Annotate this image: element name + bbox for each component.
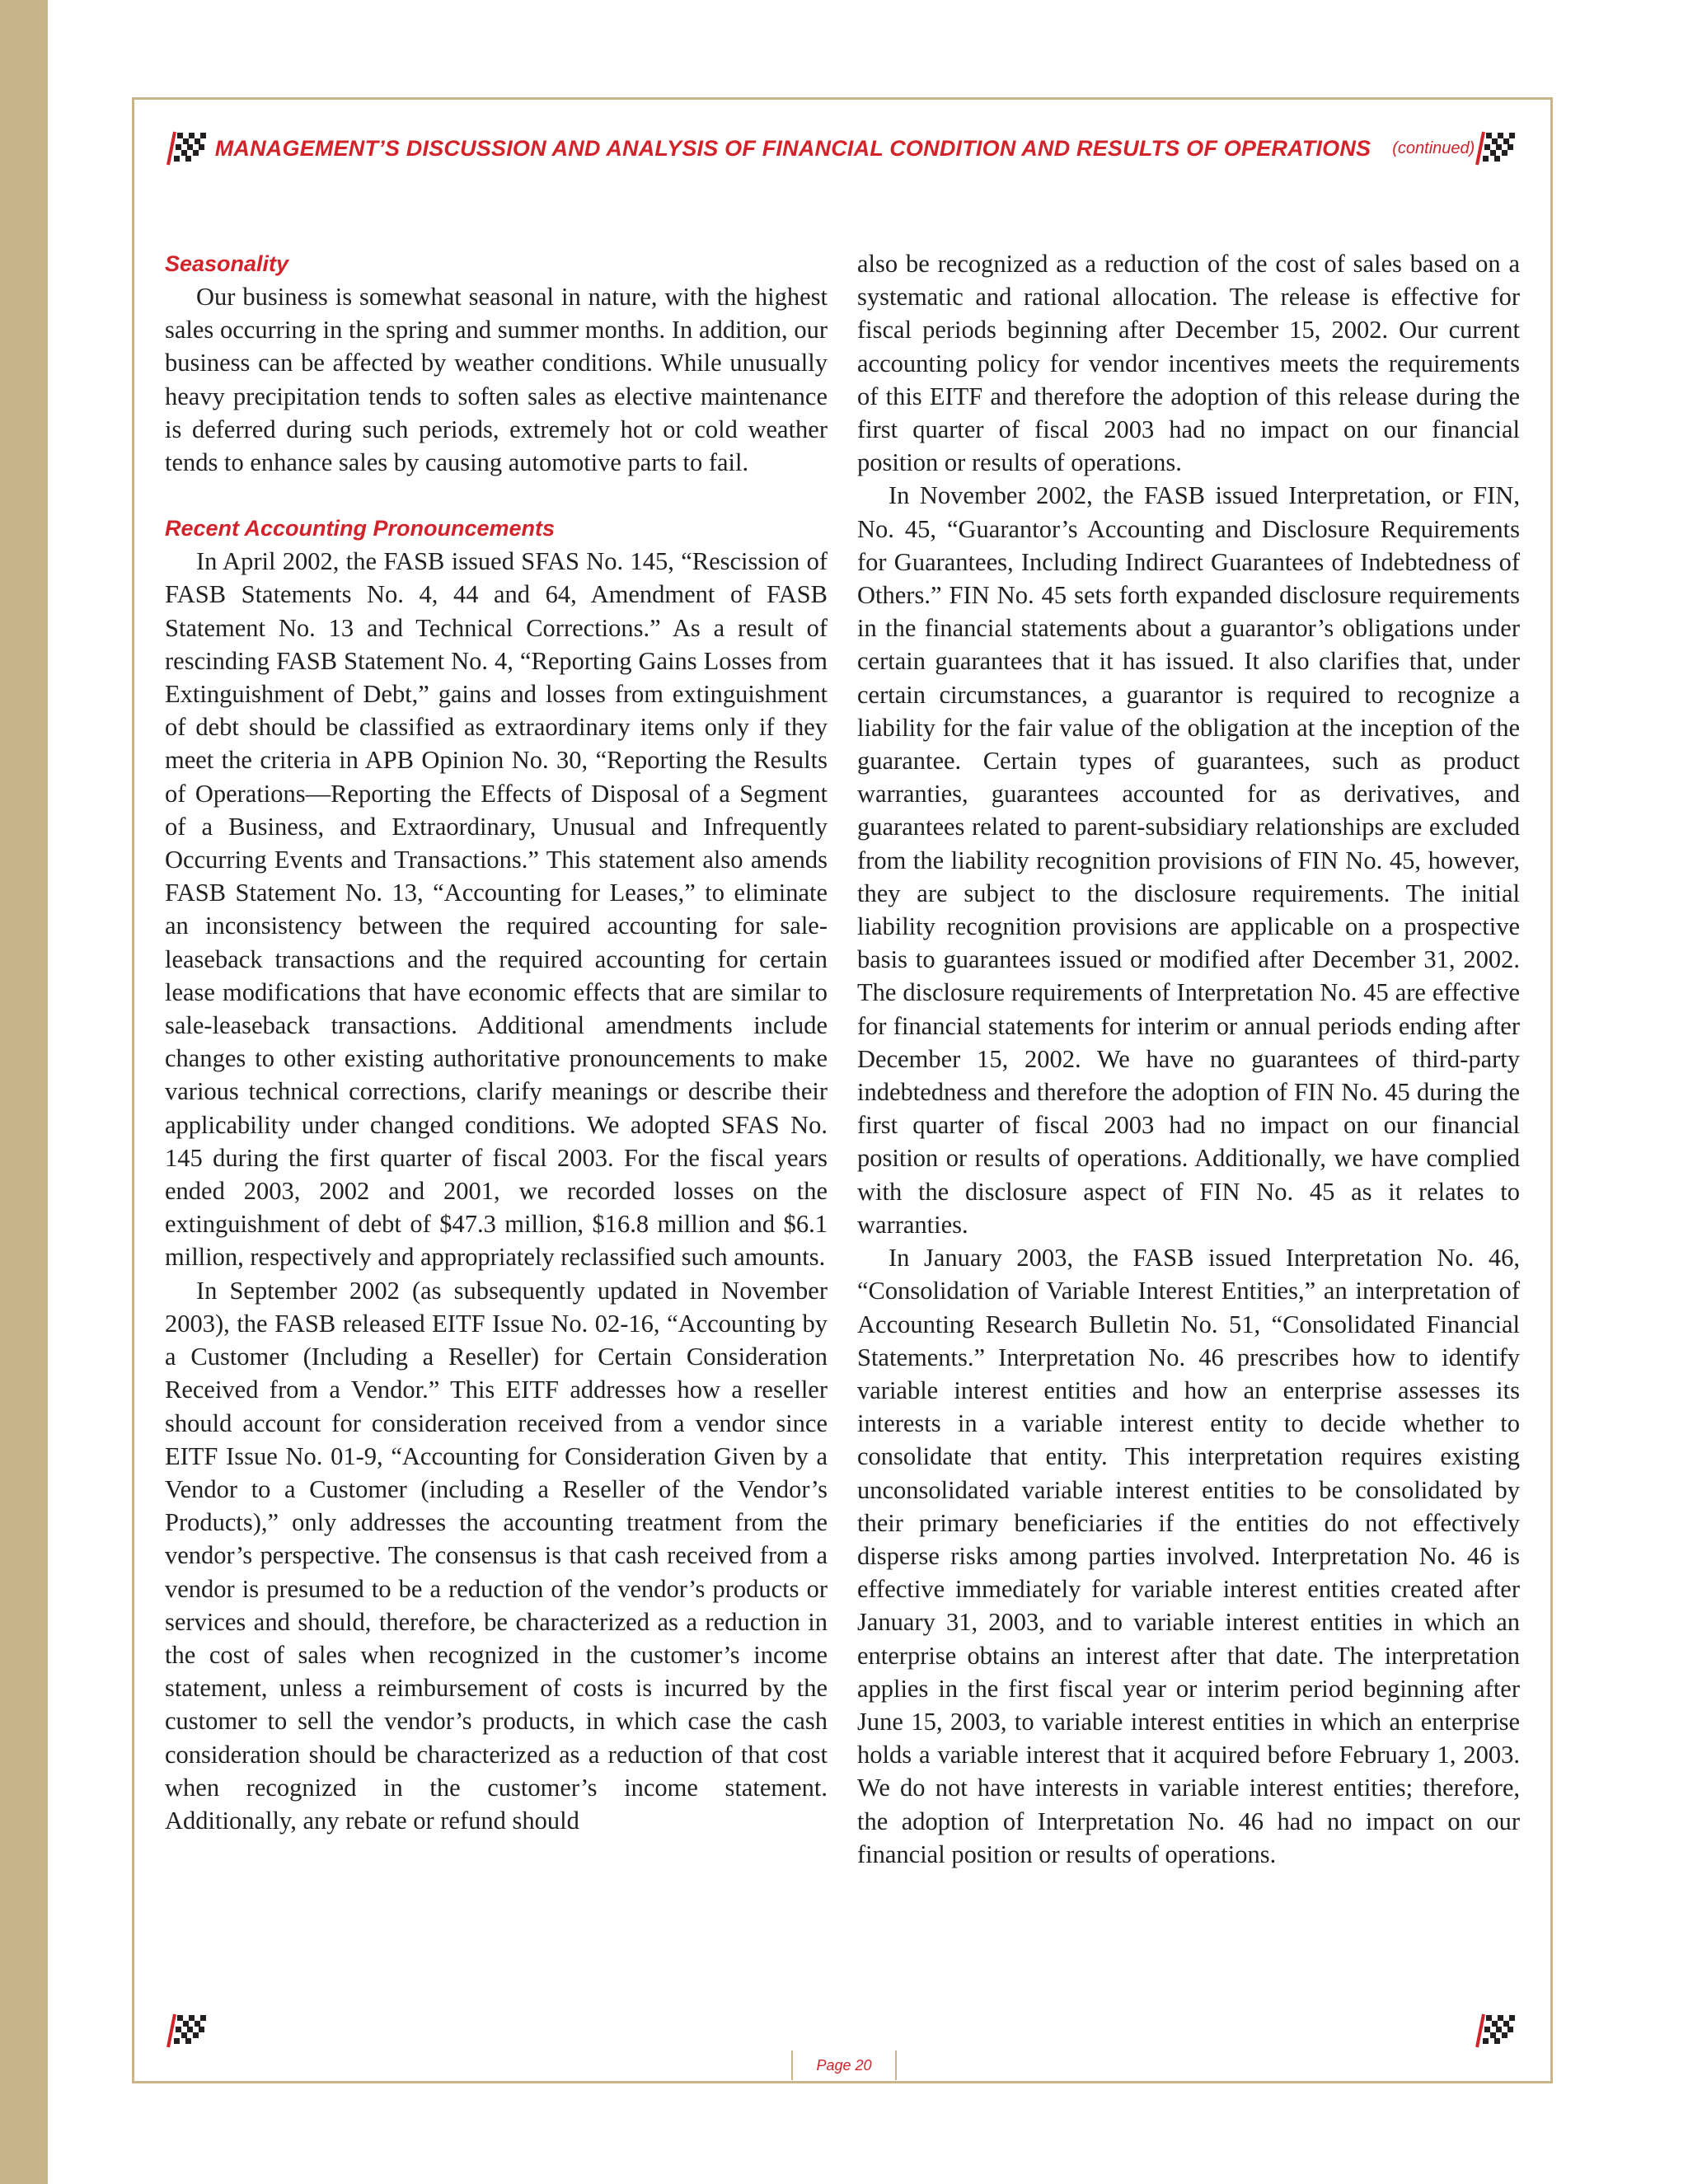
right-column: [857, 247, 1520, 1871]
checkered-flag-icon: [163, 2011, 211, 2049]
eitf-continued-paragraph: also be recognized as a reduction of the cost of sales based on a systematic and rational allocation. The release is effective for fiscal periods beginning after December 15, 2002. Our current accounting policy for vendor incentives meets the requirements of this EITF and therefore the adoption of this release during the first quarter of fiscal 2003 had no impact on our financial position or results of operations.: [857, 250, 1520, 477]
checkered-flag-icon: [1472, 129, 1520, 166]
page-header: [165, 124, 1525, 173]
page-number: Page 20: [816, 2056, 872, 2074]
page-footer: [791, 2050, 897, 2080]
left-column: [165, 247, 828, 1837]
checkered-flag-icon: [1472, 2011, 1520, 2049]
header-title: MANAGEMENT’S DISCUSSION AND ANALYSIS OF FINANCIAL CONDITION AND RESULTS OF OPERATIONS: [214, 135, 1372, 161]
seasonality-heading: Seasonality: [165, 251, 289, 276]
seasonality-paragraph: Our business is somewhat seasonal in nature, with the highest sales occurring in the spring and summer months. In addition, our business can be affected by weather conditions. While unusually heavy precipitation tends to soften sales as elective maintenance is deferred during such periods, extremely hot or cold weather tends to enhance sales by causing automotive parts to fail.: [165, 283, 828, 477]
header-continued: (continued): [1392, 138, 1475, 157]
recent-pronouncements-heading: Recent Accounting Pronouncements: [165, 516, 556, 541]
left-margin-strip: [0, 0, 48, 2184]
sfas-145-paragraph: In April 2002, the FASB issued SFAS No. 145, “Rescission of FASB Statements No. 4, 44 and 64, Amendment of FASB Statement No. 13 and Technical Corrections.” As a result of rescinding FASB Statement No. 4, “Reporting Gains Losses from Extinguishment of Debt,” gains and losses from extinguishment of debt should be classified as extraordinary items only if they meet the criteria in APB Opinion No. 30, “Reporting the Results of Operations—Reporting the Effects of Disposal of a Segment of a Business, and Extraordinary, Unusual and Infrequently Occurring Events and Transactions.” This statement also amends FASB Statement No. 13, “Accounting for Leases,” to eliminate an inconsistency between the required accounting for sale-leaseback transactions and the required accounting for certain lease modifications that have economic effects that are similar to sale-leaseback transactions. Additional amendments include changes to other existing authoritative pronouncements to make various technical corrections, clarify meanings or describe their applicability under changed conditions. We adopted SFAS No. 145 during the first quarter of fiscal 2003. For the fiscal years ended 2003, 2002 and 2001, we recorded losses on the extinguishment of debt of $47.3 million, $16.8 million and $6.1 million, respectively and appropriately reclassified such amounts.: [165, 547, 828, 1272]
fin-46-paragraph: In January 2003, the FASB issued Interpretation No. 46, “Consolidation of Variable Interest Entities,” an interpretation of Accounting Research Bulletin No. 51, “Consolidated Financial Statements.” Interpretation No. 46 prescribes how to identify variable interest entities and how an enterprise assesses its interests in a variable interest entity to decide whether to consolidate that entity. This interpretation requires existing unconsolidated variable interest entities to be consolidated by their primary beneficiaries if the entities do not effectively disperse risks among parties involved. Interpretation No. 46 is effective immediately for variable interest entities created after January 31, 2003, and to variable interest entities in which an enterprise obtains an interest after that date. The interpretation applies in the first fiscal year or interim period beginning after June 15, 2003, to variable interest entities in which an enterprise holds a variable interest that it acquired before February 1, 2003. We do not have interests in variable interest entities; therefore, the adoption of Interpretation No. 46 had no impact on our financial position or results of operations.: [857, 1244, 1520, 1868]
eitf-02-16-paragraph: In September 2002 (as subsequently updated in November 2003), the FASB released EITF Issue No. 02-16, “Accounting by a Customer (Including a Reseller) for Certain Consideration Received from a Vendor.” This EITF addresses how a reseller should account for consideration received from a vendor since EITF Issue No. 01-9, “Accounting for Consideration Given by a Vendor to a Customer (including a Reseller of the Vendor’s Products),” only addresses the accounting treatment from the vendor’s perspective. The consensus is that cash received from a vendor is presumed to be a reduction of the vendor’s products or services and should, therefore, be characterized as a reduction in the cost of sales when recognized in the customer’s income statement, unless a reimbursement of costs is incurred by the customer to sell the vendor’s products, in which case the cash consideration should be characterized as a reduction of that cost when recognized in the customer’s income statement. Additionally, any rebate or refund should: [165, 1276, 828, 1835]
fin-45-paragraph: In November 2002, the FASB issued Interpretation, or FIN, No. 45, “Guarantor’s Accounting and Disclosure Requirements for Guarantees, Including Indirect Guarantees of Indebtedness of Others.” FIN No. 45 sets forth expanded disclosure requirements in the financial statements about a guarantor’s obligations under certain guarantees that it has issued. It also clarifies that, under certain circumstances, a guarantor is required to recognize a liability for the fair value of the obligation at the inception of the guarantee. Certain types of guarantees, such as product warranties, guarantees accounted for as derivatives, and guarantees related to parent-subsidiary relationships are excluded from the liability recognition provisions of FIN No. 45, however, they are subject to the disclosure requirements. The initial liability recognition provisions are applicable on a prospective basis to guarantees issued or modified after December 31, 2002. The disclosure requirements of Interpretation No. 45 are effective for financial statements for interim or annual periods ending after December 15, 2002. We have no guarantees of third-party indebtedness and therefore the adoption of FIN No. 45 during the first quarter of fiscal 2003 had no impact on our financial position or results of operations. Additionally, we have complied with the disclosure aspect of FIN No. 45 as it relates to warranties.: [857, 481, 1520, 1239]
